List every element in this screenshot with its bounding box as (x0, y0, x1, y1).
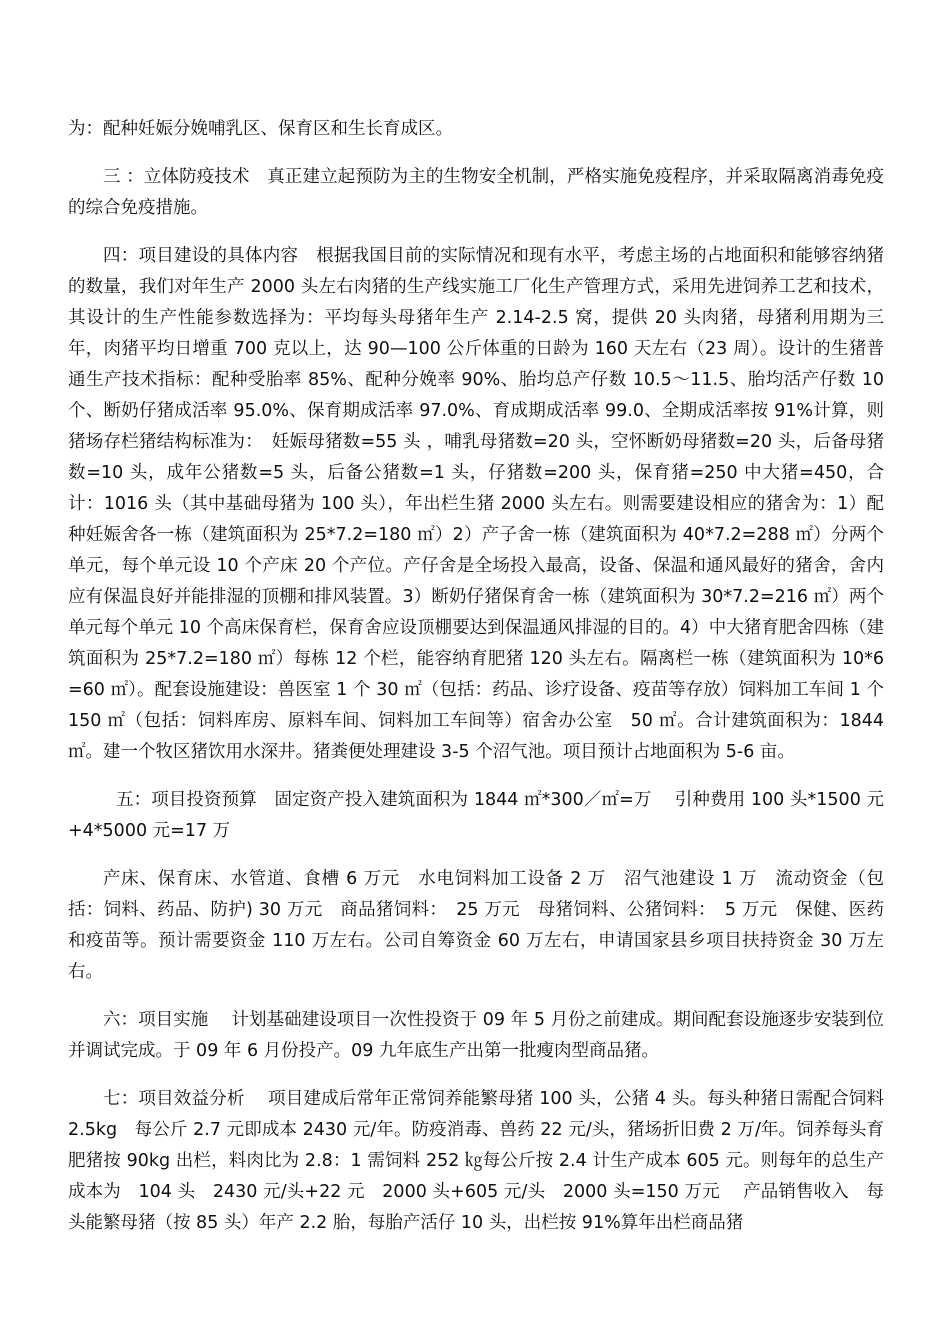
document-page (68, 114, 884, 1256)
paragraph-investment-details: 产床、保育床、水管道、食槽 6 万元 水电饲料加工设备 2 万 沼气池建设 1 万 流动资金（包括：饲料、药品、防护) 30 万元 商品猪饲料： 25 万元 母猪饲料、公猪饲料： 5 万元 保健、医药和疫苗等。预计需要资金 110 万左右。公司自筹资金 60 万左右，申请国家县乡项目扶持资金 30 万左右。 (68, 869, 884, 982)
paragraph-continuation: 为：配种妊娠分娩哺乳区、保育区和生长育成区。 (68, 119, 453, 139)
paragraph-section-7-benefit-analysis: 七：项目效益分析 项目建成后常年正常饲养能繁母猪 100 头，公猪 4 头。每头种猪日需配合饲料 2.5kg 每公斤 2.7 元即成本 2430 元/年。防疫消毒、兽药 22 元/头，猪场折旧费 2 万/年。饲养每头育肥猪按 90kg 出栏，料肉比为 2.8：1 需饲料 252 ㎏每公斤按 2.4 计生产成本 605 元。则每年的总生产成本为 104 头 2430 元/头+22 元 2000 头+605 元/头 2000 头=150 万元 产品销售收入 每头能繁母猪（按 85 头）年产 2.2 胎，每胎产活仔 10 头，出栏按 91%算年出栏商品猪 (68, 1089, 884, 1233)
paragraph-section-3-epidemic-prevention: 三 ：立体防疫技术 真正建立起预防为主的生物安全机制，严格实施免疫程序，并采取隔离消毒免疫的综合免疫措施。 (68, 167, 884, 218)
paragraph-section-6-implementation: 六：项目实施 计划基础建设项目一次性投资于 09 年 5 月份之前建成。期间配套设施逐步安装到位并调试完成。于 09 年 6 月份投产。09 九年底生产出第一批瘦肉型商品猪。 (68, 1010, 884, 1061)
paragraph-section-4-construction-content: 四：项目建设的具体内容 根据我国目前的实际情况和现有水平，考虑主场的占地面积和能够容纳猪的数量，我们对年生产 2000 头左右肉猪的生产线实施工厂化生产管理方式，采用先进饲养工艺和技术，其设计的生产性能参数选择为：平均每头母猪年生产 2.14-2.5 窝，提供 20 头肉猪，母猪利用期为三年，肉猪平均日增重 700 克以上，达 90—100 公斤体重的日龄为 160 天左右（23 周）。设计的生猪普通生产技术指标：配种受胎率 85%、配种分娩率 90%、胎均总产仔数 10.5～11.5、胎均活产仔数 10 个、断奶仔猪成活率 95.0%、保育期成活率 97.0%、育成期成活率 99.0、全期成活率按 91%计算，则猪场存栏猪结构标准为： 妊娠母猪数=55 头 ，哺乳母猪数=20 头，空怀断奶母猪数=20 头，后备母猪数=10 头，成年公猪数=5 头，后备公猪数=1 头，仔猪数=200 头，保育猪=250 中大猪=450，合计：1016 头（其中基础母猪为 100 头），年出栏生猪 2000 头左右。则需要建设相应的猪舍为：1）配种妊娠舍各一栋（建筑面积为 25*7.2=180 ㎡）2）产子舍一栋（建筑面积为 40*7.2=288 ㎡）分两个单元，每个单元设 10 个产床 20 个产位。产仔舍是全场投入最高，设备、保温和通风最好的猪舍，舍内应有保温良好并能排湿的顶棚和排风装置。3）断奶仔猪保育舍一栋（建筑面积为 30*7.2=216 ㎡）两个单元每个单元 10 个高床保育栏，保育舍应设顶棚要达到保温通风排湿的目的。4）中大猪育肥舍四栋（建筑面积为 25*7.2=180 ㎡）每栋 12 个栏，能容纳育肥猪 120 头左右。隔离栏一栋（建筑面积为 10*6=60 ㎡）。配套设施建设：兽医室 1 个 30 ㎡（包括：药品、诊疗设备、疫苗等存放）饲料加工车间 1 个 150 ㎡（包括：饲料库房、原料车间、饲料加工车间等）宿舍办公室 50 ㎡。合计建筑面积为：1844 ㎡。建一个牧区猪饮用水深井。猪粪便处理建设 3-5 个沼气池。项目预计占地面积为 5-6 亩。 (68, 246, 884, 762)
paragraph-section-5-investment-budget: 五：项目投资预算 固定资产投入建筑面积为 1844 ㎡*300／㎡=万 引种费用 100 头*1500 元+4*5000 元=17 万 (68, 790, 884, 841)
